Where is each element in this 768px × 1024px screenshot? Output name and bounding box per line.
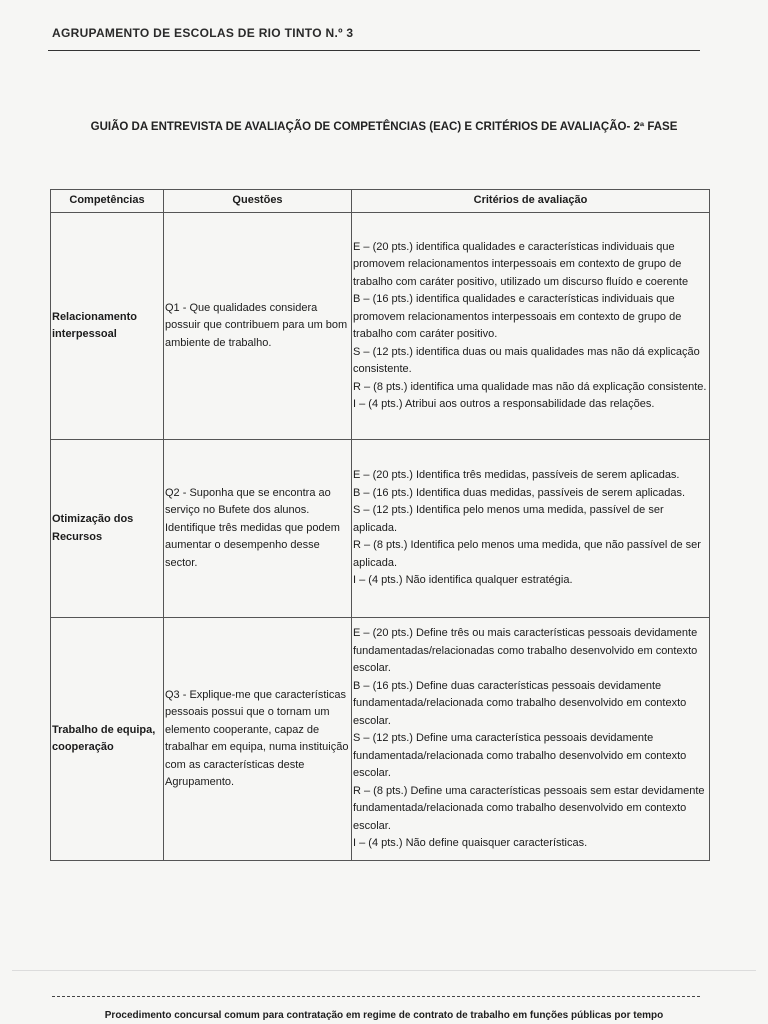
table-row: [51, 440, 710, 618]
table-row: [51, 213, 710, 440]
criteria-cell: [352, 213, 710, 440]
column-header-questions: Questões: [164, 190, 352, 213]
evaluation-table: [50, 189, 710, 861]
criterion-b: B – (16 pts.) Define duas características pessoais devidamente fundamentada/relacionada como trabalho desenvolvido em contexto escolar.: [353, 679, 687, 727]
school-header: AGRUPAMENTO DE ESCOLAS DE RIO TINTO N.º 3: [52, 26, 354, 40]
criterion-b: B – (16 pts.) Identifica duas medidas, passíveis de serem aplicadas.: [353, 486, 686, 499]
criterion-s: S – (12 pts.) Identifica pelo menos uma medida, passível de ser aplicada.: [353, 504, 664, 534]
column-header-competences: Competências: [51, 190, 164, 213]
column-header-criteria: Critérios de avaliação: [352, 190, 710, 213]
criterion-e: E – (20 pts.) Define três ou mais características pessoais devidamente fundamentadas/relacionadas como trabalho desenvolvido em contexto escolar.: [353, 627, 698, 675]
document-title: GUIÃO DA ENTREVISTA DE AVALIAÇÃO DE COMPETÊNCIAS (EAC) E CRITÉRIOS DE AVALIAÇÃO- 2ª FASE: [90, 121, 678, 133]
criterion-r: R – (8 pts.) Define uma características pessoais sem estar devidamente fundamentada/relacionada como trabalho desenvolvido em contexto escolar.: [353, 784, 705, 832]
table-row: [51, 618, 710, 861]
table-header-row: [51, 190, 710, 213]
criterion-e: E – (20 pts.) Identifica três medidas, passíveis de serem aplicadas.: [353, 469, 680, 482]
criterion-i: I – (4 pts.) Não define quaisquer características.: [353, 837, 588, 850]
criterion-s: S – (12 pts.) Define uma característica pessoais devidamente fundamentada/relacionada como trabalho desenvolvido em contexto escolar.: [353, 732, 687, 780]
footer-dashed-rule: [52, 996, 700, 997]
header-rule: [48, 50, 700, 51]
competence-cell: Relacionamento interpessoal: [51, 213, 164, 440]
criterion-i: I – (4 pts.) Não identifica qualquer estratégia.: [353, 574, 573, 587]
criterion-b: B – (16 pts.) identifica qualidades e características individuais que promovem relacionamentos interpessoais em contexto de grupo de trabalho com caráter positivo.: [353, 293, 682, 340]
competence-cell: Trabalho de equipa, cooperação: [51, 618, 164, 861]
criterion-s: S – (12 pts.) identifica duas ou mais qualidades mas não dá explicação consistente.: [353, 345, 700, 375]
question-cell: Q1 - Que qualidades considera possuir que contribuem para um bom ambiente de trabalho.: [164, 213, 352, 440]
question-cell: Q3 - Explique-me que características pessoais possui que o tornam um elemento cooperante, capaz de trabalhar em equipa, numa instituição com as características deste Agrupamento.: [164, 618, 352, 861]
question-cell: Q2 - Suponha que se encontra ao serviço no Bufete dos alunos. Identifique três medidas que podem aumentar o desempenho desse sector.: [164, 440, 352, 618]
criterion-i: I – (4 pts.) Atribui aos outros a responsabilidade das relações.: [353, 398, 655, 410]
criteria-cell: [352, 440, 710, 618]
criteria-cell: [352, 618, 710, 861]
criterion-r: R – (8 pts.) Identifica pelo menos uma medida, que não passível de ser aplicada.: [353, 539, 701, 569]
footer-text: Procedimento concursal comum para contratação em regime de contrato de trabalho em funções públicas por tempo: [104, 1010, 664, 1021]
criterion-e: E – (20 pts.) identifica qualidades e características individuais que promovem relacionamentos interpessoais em contexto de grupo de trabalho com caráter positivo, utilizado um discurso fluído e coerente: [353, 240, 689, 288]
competence-cell: Otimização dos Recursos: [51, 440, 164, 618]
criterion-r: R – (8 pts.) identifica uma qualidade mas não dá explicação consistente.: [353, 380, 707, 393]
footer-divider: [12, 970, 756, 971]
